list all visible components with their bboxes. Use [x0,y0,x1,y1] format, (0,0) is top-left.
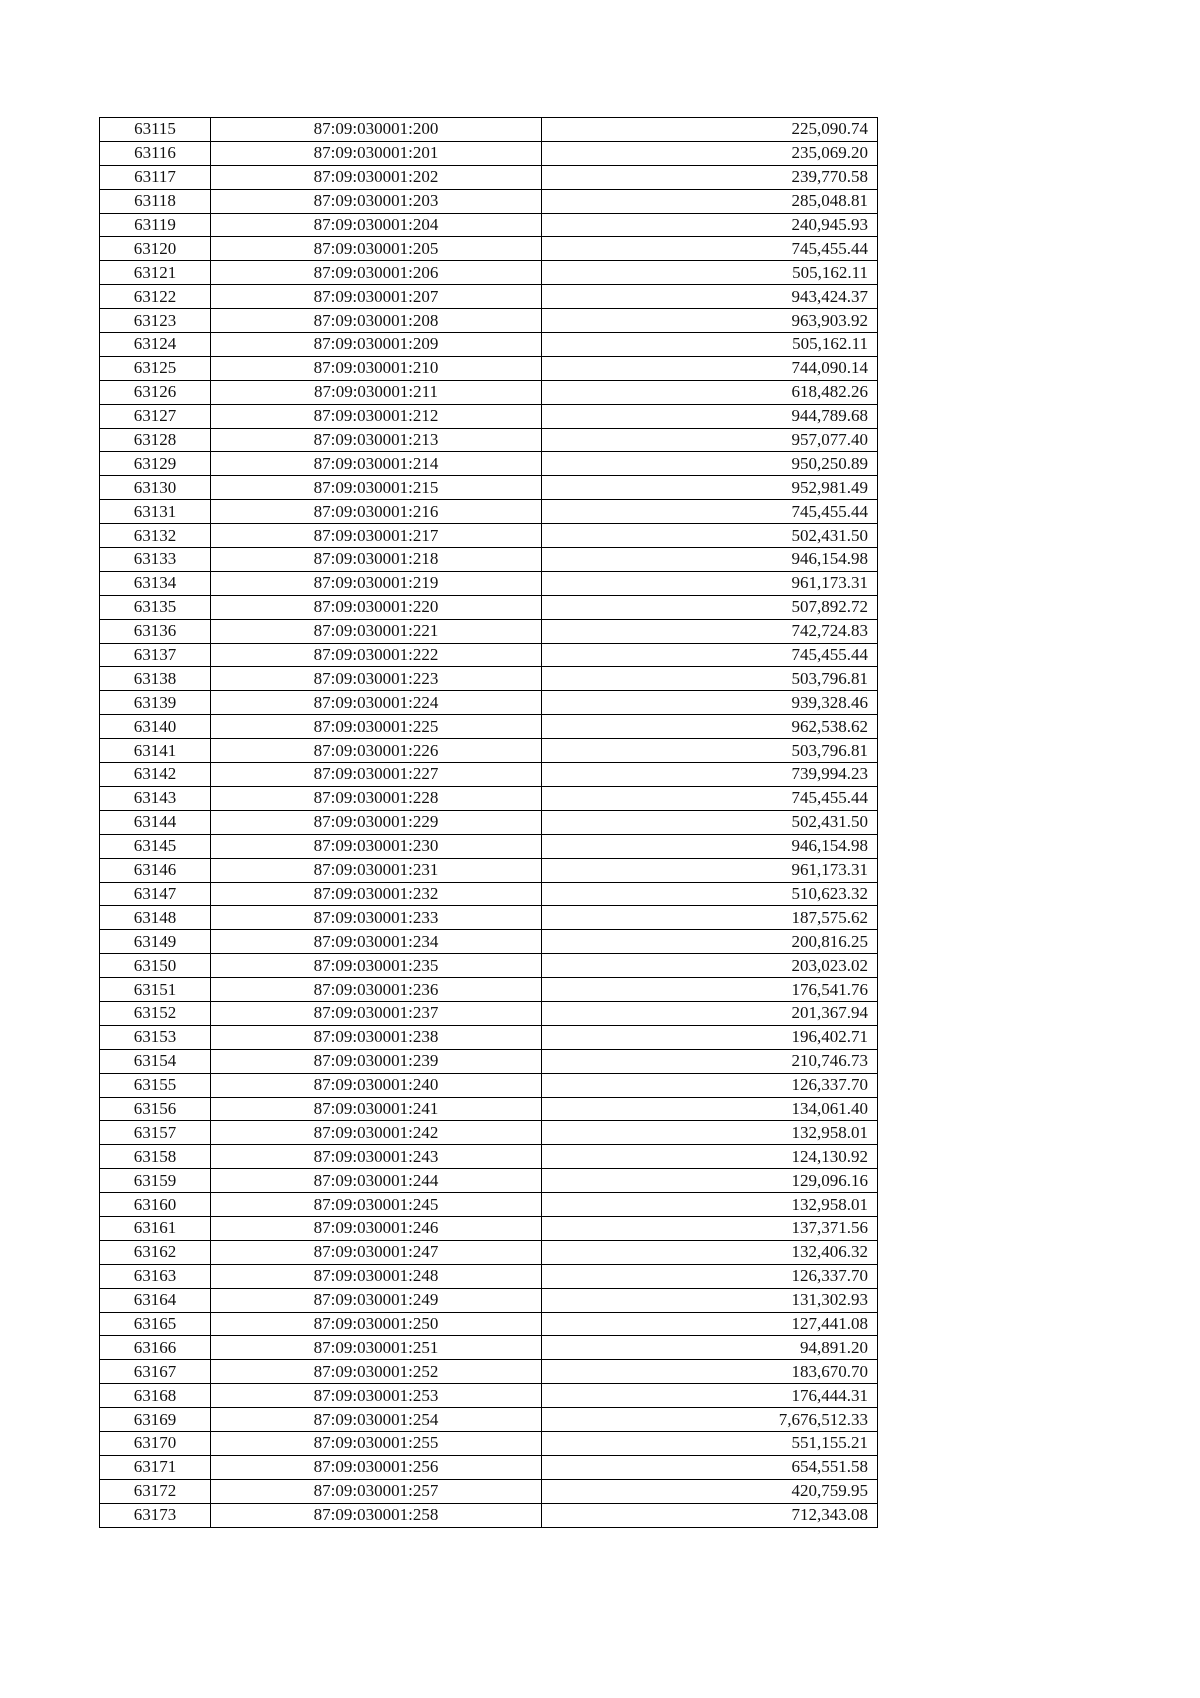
row-number-cell: 63162 [100,1240,211,1264]
cadastral-number-cell: 87:09:030001:222 [211,643,542,667]
row-number-cell: 63141 [100,739,211,763]
value-cell: 957,077.40 [542,428,878,452]
row-number-cell: 63161 [100,1216,211,1240]
table-body [100,118,878,1528]
table-row [100,428,878,452]
value-cell: 176,444.31 [542,1384,878,1408]
cadastral-value-table [99,117,878,1528]
cadastral-number-cell: 87:09:030001:236 [211,978,542,1002]
row-number-cell: 63173 [100,1503,211,1527]
value-cell: 946,154.98 [542,548,878,572]
row-number-cell: 63144 [100,810,211,834]
row-number-cell: 63166 [100,1336,211,1360]
cadastral-number-cell: 87:09:030001:241 [211,1097,542,1121]
cadastral-number-cell: 87:09:030001:206 [211,261,542,285]
value-cell: 943,424.37 [542,285,878,309]
table-row [100,476,878,500]
row-number-cell: 63134 [100,571,211,595]
row-number-cell: 63148 [100,906,211,930]
cadastral-number-cell: 87:09:030001:221 [211,619,542,643]
row-number-cell: 63163 [100,1264,211,1288]
row-number-cell: 63132 [100,524,211,548]
value-cell: 124,130.92 [542,1145,878,1169]
value-cell: 196,402.71 [542,1025,878,1049]
table-row [100,237,878,261]
row-number-cell: 63124 [100,333,211,357]
cadastral-number-cell: 87:09:030001:257 [211,1479,542,1503]
table-row [100,1503,878,1527]
cadastral-number-cell: 87:09:030001:205 [211,237,542,261]
cadastral-number-cell: 87:09:030001:212 [211,404,542,428]
value-cell: 239,770.58 [542,165,878,189]
row-number-cell: 63121 [100,261,211,285]
row-number-cell: 63164 [100,1288,211,1312]
value-cell: 505,162.11 [542,261,878,285]
cadastral-number-cell: 87:09:030001:239 [211,1049,542,1073]
cadastral-number-cell: 87:09:030001:244 [211,1169,542,1193]
table-row [100,380,878,404]
table-row [100,452,878,476]
cadastral-number-cell: 87:09:030001:225 [211,715,542,739]
value-cell: 132,406.32 [542,1240,878,1264]
value-cell: 126,337.70 [542,1073,878,1097]
value-cell: 507,892.72 [542,595,878,619]
table-row [100,715,878,739]
cadastral-number-cell: 87:09:030001:231 [211,858,542,882]
table-row [100,786,878,810]
row-number-cell: 63131 [100,500,211,524]
value-cell: 654,551.58 [542,1455,878,1479]
table-row [100,930,878,954]
table-row [100,1264,878,1288]
value-cell: 225,090.74 [542,118,878,142]
row-number-cell: 63120 [100,237,211,261]
value-cell: 137,371.56 [542,1216,878,1240]
value-cell: 946,154.98 [542,834,878,858]
row-number-cell: 63157 [100,1121,211,1145]
cadastral-number-cell: 87:09:030001:214 [211,452,542,476]
value-cell: 203,023.02 [542,954,878,978]
value-cell: 502,431.50 [542,524,878,548]
row-number-cell: 63143 [100,786,211,810]
table-row [100,1121,878,1145]
value-cell: 210,746.73 [542,1049,878,1073]
cadastral-number-cell: 87:09:030001:233 [211,906,542,930]
value-cell: 963,903.92 [542,309,878,333]
value-cell: 420,759.95 [542,1479,878,1503]
cadastral-number-cell: 87:09:030001:223 [211,667,542,691]
value-cell: 129,096.16 [542,1169,878,1193]
value-cell: 952,981.49 [542,476,878,500]
value-cell: 502,431.50 [542,810,878,834]
table-row [100,1073,878,1097]
table-row [100,1025,878,1049]
row-number-cell: 63155 [100,1073,211,1097]
table-row [100,165,878,189]
row-number-cell: 63160 [100,1193,211,1217]
table-row [100,1001,878,1025]
value-cell: 7,676,512.33 [542,1408,878,1432]
row-number-cell: 63133 [100,548,211,572]
table-row [100,524,878,548]
value-cell: 200,816.25 [542,930,878,954]
row-number-cell: 63167 [100,1360,211,1384]
value-cell: 944,789.68 [542,404,878,428]
table-row [100,906,878,930]
table-row [100,1049,878,1073]
table-row [100,356,878,380]
row-number-cell: 63128 [100,428,211,452]
table-row [100,1216,878,1240]
table-row [100,309,878,333]
value-cell: 503,796.81 [542,739,878,763]
table-row [100,1384,878,1408]
row-number-cell: 63152 [100,1001,211,1025]
cadastral-number-cell: 87:09:030001:226 [211,739,542,763]
cadastral-number-cell: 87:09:030001:208 [211,309,542,333]
row-number-cell: 63118 [100,189,211,213]
cadastral-number-cell: 87:09:030001:255 [211,1431,542,1455]
value-cell: 742,724.83 [542,619,878,643]
row-number-cell: 63116 [100,141,211,165]
value-cell: 131,302.93 [542,1288,878,1312]
table-row [100,1408,878,1432]
table-row [100,595,878,619]
cadastral-number-cell: 87:09:030001:251 [211,1336,542,1360]
value-cell: 510,623.32 [542,882,878,906]
value-cell: 745,455.44 [542,643,878,667]
table-row [100,261,878,285]
table-row [100,285,878,309]
row-number-cell: 63115 [100,118,211,142]
row-number-cell: 63135 [100,595,211,619]
cadastral-number-cell: 87:09:030001:250 [211,1312,542,1336]
cadastral-number-cell: 87:09:030001:213 [211,428,542,452]
table-row [100,858,878,882]
cadastral-number-cell: 87:09:030001:247 [211,1240,542,1264]
value-cell: 176,541.76 [542,978,878,1002]
value-cell: 962,538.62 [542,715,878,739]
row-number-cell: 63125 [100,356,211,380]
row-number-cell: 63156 [100,1097,211,1121]
table-row [100,189,878,213]
table-row [100,882,878,906]
cadastral-number-cell: 87:09:030001:202 [211,165,542,189]
row-number-cell: 63169 [100,1408,211,1432]
table-row [100,141,878,165]
row-number-cell: 63147 [100,882,211,906]
table-row [100,763,878,787]
row-number-cell: 63149 [100,930,211,954]
table-row [100,1169,878,1193]
cadastral-number-cell: 87:09:030001:248 [211,1264,542,1288]
cadastral-number-cell: 87:09:030001:242 [211,1121,542,1145]
cadastral-number-cell: 87:09:030001:215 [211,476,542,500]
value-cell: 739,994.23 [542,763,878,787]
row-number-cell: 63150 [100,954,211,978]
cadastral-number-cell: 87:09:030001:240 [211,1073,542,1097]
table-row [100,619,878,643]
table-row [100,1240,878,1264]
cadastral-number-cell: 87:09:030001:230 [211,834,542,858]
value-cell: 745,455.44 [542,500,878,524]
cadastral-number-cell: 87:09:030001:217 [211,524,542,548]
cadastral-number-cell: 87:09:030001:228 [211,786,542,810]
table-row [100,1360,878,1384]
row-number-cell: 63129 [100,452,211,476]
value-cell: 132,958.01 [542,1193,878,1217]
row-number-cell: 63145 [100,834,211,858]
value-cell: 127,441.08 [542,1312,878,1336]
cadastral-number-cell: 87:09:030001:207 [211,285,542,309]
value-cell: 126,337.70 [542,1264,878,1288]
table-row [100,954,878,978]
table-row [100,571,878,595]
row-number-cell: 63126 [100,380,211,404]
row-number-cell: 63140 [100,715,211,739]
table-row [100,834,878,858]
table-row [100,333,878,357]
value-cell: 235,069.20 [542,141,878,165]
value-cell: 961,173.31 [542,858,878,882]
cadastral-number-cell: 87:09:030001:201 [211,141,542,165]
value-cell: 712,343.08 [542,1503,878,1527]
table-row [100,118,878,142]
value-cell: 618,482.26 [542,380,878,404]
table-row [100,810,878,834]
row-number-cell: 63151 [100,978,211,1002]
row-number-cell: 63153 [100,1025,211,1049]
row-number-cell: 63142 [100,763,211,787]
value-cell: 187,575.62 [542,906,878,930]
row-number-cell: 63136 [100,619,211,643]
row-number-cell: 63146 [100,858,211,882]
table-row [100,739,878,763]
table-row [100,1431,878,1455]
cadastral-number-cell: 87:09:030001:227 [211,763,542,787]
table-row [100,1312,878,1336]
row-number-cell: 63172 [100,1479,211,1503]
value-cell: 505,162.11 [542,333,878,357]
value-cell: 745,455.44 [542,786,878,810]
row-number-cell: 63158 [100,1145,211,1169]
row-number-cell: 63127 [100,404,211,428]
cadastral-number-cell: 87:09:030001:234 [211,930,542,954]
cadastral-number-cell: 87:09:030001:237 [211,1001,542,1025]
row-number-cell: 63154 [100,1049,211,1073]
value-cell: 551,155.21 [542,1431,878,1455]
table-row [100,978,878,1002]
row-number-cell: 63168 [100,1384,211,1408]
cadastral-number-cell: 87:09:030001:235 [211,954,542,978]
value-cell: 503,796.81 [542,667,878,691]
cadastral-number-cell: 87:09:030001:252 [211,1360,542,1384]
table-row [100,643,878,667]
cadastral-number-cell: 87:09:030001:211 [211,380,542,404]
row-number-cell: 63165 [100,1312,211,1336]
row-number-cell: 63119 [100,213,211,237]
row-number-cell: 63139 [100,691,211,715]
table-row [100,1097,878,1121]
cadastral-number-cell: 87:09:030001:254 [211,1408,542,1432]
table-row [100,667,878,691]
cadastral-number-cell: 87:09:030001:243 [211,1145,542,1169]
value-cell: 745,455.44 [542,237,878,261]
value-cell: 285,048.81 [542,189,878,213]
table-row [100,404,878,428]
value-cell: 134,061.40 [542,1097,878,1121]
value-cell: 950,250.89 [542,452,878,476]
cadastral-number-cell: 87:09:030001:232 [211,882,542,906]
row-number-cell: 63170 [100,1431,211,1455]
cadastral-number-cell: 87:09:030001:200 [211,118,542,142]
row-number-cell: 63138 [100,667,211,691]
table-row [100,1479,878,1503]
cadastral-number-cell: 87:09:030001:229 [211,810,542,834]
row-number-cell: 63122 [100,285,211,309]
cadastral-number-cell: 87:09:030001:203 [211,189,542,213]
cadastral-number-cell: 87:09:030001:216 [211,500,542,524]
row-number-cell: 63130 [100,476,211,500]
table-row [100,1193,878,1217]
row-number-cell: 63117 [100,165,211,189]
cadastral-number-cell: 87:09:030001:220 [211,595,542,619]
table-row [100,1145,878,1169]
value-cell: 961,173.31 [542,571,878,595]
cadastral-number-cell: 87:09:030001:246 [211,1216,542,1240]
cadastral-number-cell: 87:09:030001:224 [211,691,542,715]
table-row [100,1455,878,1479]
value-cell: 94,891.20 [542,1336,878,1360]
cadastral-number-cell: 87:09:030001:249 [211,1288,542,1312]
value-cell: 201,367.94 [542,1001,878,1025]
cadastral-number-cell: 87:09:030001:258 [211,1503,542,1527]
cadastral-number-cell: 87:09:030001:210 [211,356,542,380]
table-row [100,548,878,572]
value-cell: 240,945.93 [542,213,878,237]
row-number-cell: 63171 [100,1455,211,1479]
value-cell: 132,958.01 [542,1121,878,1145]
cadastral-number-cell: 87:09:030001:253 [211,1384,542,1408]
table-row [100,213,878,237]
cadastral-number-cell: 87:09:030001:238 [211,1025,542,1049]
cadastral-number-cell: 87:09:030001:219 [211,571,542,595]
cadastral-number-cell: 87:09:030001:256 [211,1455,542,1479]
value-cell: 744,090.14 [542,356,878,380]
cadastral-number-cell: 87:09:030001:218 [211,548,542,572]
cadastral-number-cell: 87:09:030001:245 [211,1193,542,1217]
table-row [100,500,878,524]
row-number-cell: 63123 [100,309,211,333]
row-number-cell: 63159 [100,1169,211,1193]
table-row [100,1288,878,1312]
value-cell: 939,328.46 [542,691,878,715]
row-number-cell: 63137 [100,643,211,667]
table-row [100,1336,878,1360]
value-cell: 183,670.70 [542,1360,878,1384]
table-row [100,691,878,715]
cadastral-number-cell: 87:09:030001:209 [211,333,542,357]
cadastral-number-cell: 87:09:030001:204 [211,213,542,237]
